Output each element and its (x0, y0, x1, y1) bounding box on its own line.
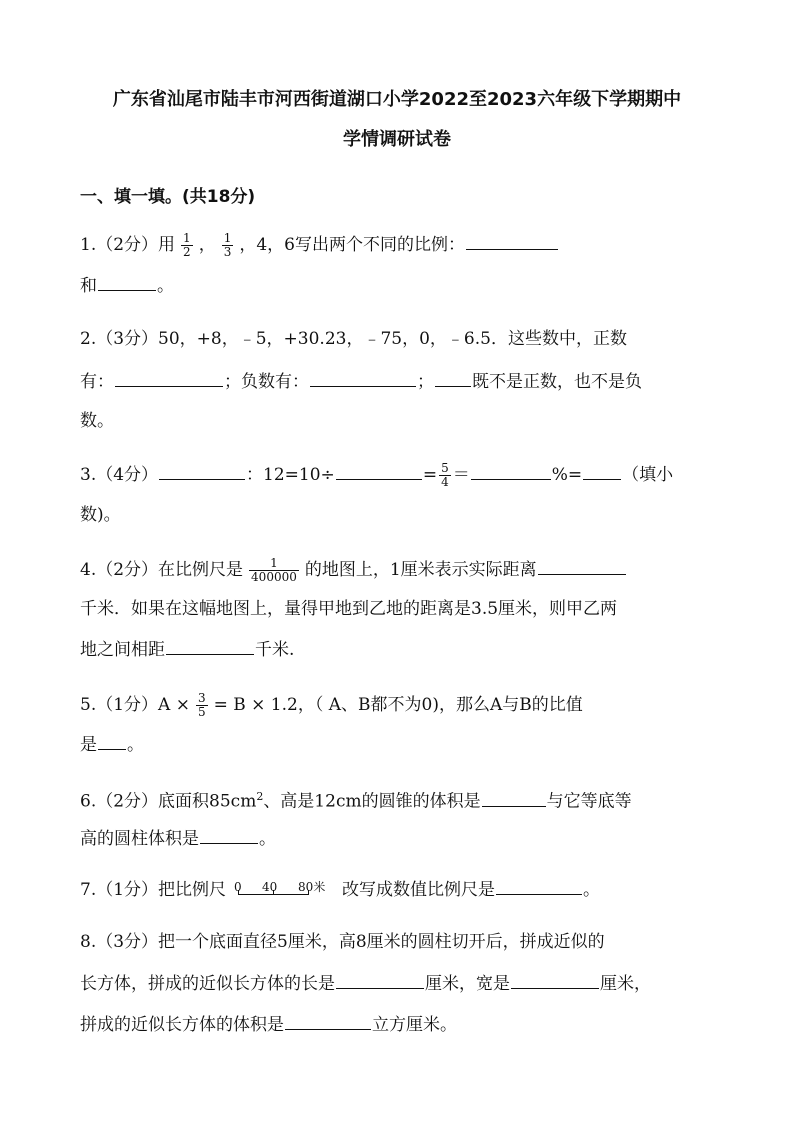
q7-mid: 改写成数值比例尺是 (342, 880, 496, 900)
q3-a: ：12=10÷ (246, 465, 335, 485)
q8-volume-blank[interactable] (285, 1013, 371, 1030)
q1-frac1-den: 2 (183, 245, 191, 259)
q6-blank-2[interactable] (200, 827, 258, 844)
q5-fraction (196, 692, 208, 719)
q3-d: %= (551, 465, 583, 485)
q1-and: 和 (80, 276, 97, 296)
q6-blank-1[interactable] (482, 790, 546, 807)
q5-line2-b: 。 (127, 735, 144, 755)
q3-blank-3[interactable] (471, 463, 551, 480)
q3-blank-4[interactable] (583, 463, 621, 480)
q8-line3-b: 立方厘米。 (372, 1015, 457, 1035)
q6-end: 与它等底等 (546, 791, 632, 812)
scale-tick-40: 40 (262, 879, 278, 894)
q1-fraction-1 (181, 232, 193, 259)
q5-prefix: 5.（1分）A × (80, 695, 190, 715)
question-6-line-2 (80, 827, 276, 850)
q4-blank-2[interactable] (166, 638, 254, 655)
q4-blank-1[interactable] (538, 558, 626, 575)
q4-mid: 的地图上，1厘米表示实际距离 (304, 560, 537, 580)
q8-line3-a: 拼成的近似长方体的体积是 (80, 1015, 284, 1035)
title-line-2: 学情调研试卷 (343, 129, 451, 150)
q2-negative-blank[interactable] (310, 370, 416, 387)
scale-mark-80 (308, 890, 309, 895)
q1-sep: ， (198, 235, 216, 255)
q5-frac-den: 5 (197, 705, 206, 719)
q3-b: = (422, 465, 438, 485)
q8-line2-c: 厘米， (600, 974, 651, 994)
question-8-line-3 (80, 1013, 457, 1036)
title-line-1: 广东省汕尾市陆丰市河西街道湖口小学2022至2023六年级下学期期中 (112, 89, 682, 110)
q5-frac-num: 3 (197, 691, 206, 705)
q5-blank[interactable] (98, 733, 126, 750)
q7-prefix: 7.（1分）把比例尺 (80, 880, 227, 900)
section-heading: 一、填一填。(共18分) (80, 187, 256, 207)
q2-c: ； (417, 372, 434, 392)
q2-a: 有： (80, 372, 114, 392)
question-4-line-3 (80, 638, 294, 661)
q7-blank[interactable] (496, 878, 582, 895)
q4-frac-den: 400000 (251, 570, 297, 584)
question-1-line-2 (80, 274, 174, 297)
q1-fraction-2 (222, 232, 234, 259)
q1-answer-blank-2[interactable] (98, 274, 156, 291)
q1-frac2-den: 3 (223, 245, 232, 259)
q7-end: 。 (583, 880, 601, 900)
q6-line2-b: 。 (259, 829, 276, 849)
q8-line2-b: 厘米，宽是 (425, 974, 510, 994)
question-4 (80, 557, 627, 584)
question-6 (80, 786, 632, 813)
question-3-line-2: 数)。 (80, 505, 121, 525)
q5-mid: = B × 1.2，（ A、B都不为0)，那么A与B的比值 (213, 695, 583, 715)
question-5 (80, 692, 583, 719)
question-1 (80, 232, 559, 259)
question-2-line-3: 数。 (80, 411, 114, 431)
q4-prefix: 4.（2分）在比例尺是 (80, 560, 244, 580)
line-scale (234, 880, 334, 902)
q5-line2-a: 是 (80, 735, 97, 755)
q8-length-blank[interactable] (336, 972, 424, 989)
q8-width-blank[interactable] (511, 972, 599, 989)
q3-fraction (439, 462, 451, 489)
q3-prefix: 3.（4分） (80, 465, 159, 485)
question-2: 2.（3分）50，+8，﹣5，+30.23，﹣75，0，﹣6.5．这些数中，正数 (80, 329, 627, 349)
scale-tick-80: 80米 (298, 879, 326, 894)
q3-frac-num: 5 (441, 461, 449, 475)
q4-line3-b: 千米. (255, 640, 295, 660)
question-8: 8.（3分）把一个底面直径5厘米，高8厘米的圆柱切开后，拼成近似的 (80, 932, 605, 952)
scale-mark-0 (238, 890, 239, 895)
question-4-line-2: 千米．如果在这幅地图上，量得甲地到乙地的距离是3.5厘米，则甲乙两 (80, 599, 618, 619)
q4-line3-a: 地之间相距 (80, 640, 165, 660)
question-7 (80, 878, 600, 902)
q6-prefix: 6.（2分）底面积85cm (80, 791, 257, 812)
q1-frac2-num: 1 (223, 231, 232, 245)
q6-superscript: 2 (256, 790, 264, 803)
question-5-line-2 (80, 733, 144, 756)
q8-line2-a: 长方体，拼成的近似长方体的长是 (80, 974, 335, 994)
question-2-line-2 (80, 370, 642, 393)
q6-mid: 、高是12cm的圆锥的体积是 (263, 791, 481, 812)
scale-tick-0: 0 (234, 879, 242, 894)
q1-prefix: 1.（2分）用 (80, 235, 176, 255)
q6-line2-a: 高的圆柱体积是 (80, 829, 199, 849)
q1-answer-blank-1[interactable] (466, 233, 558, 250)
question-8-line-2 (80, 972, 651, 995)
q3-blank-1[interactable] (159, 463, 245, 480)
question-3 (80, 462, 673, 489)
q1-end: 。 (157, 276, 174, 296)
q3-frac-den: 4 (441, 475, 449, 489)
q3-c: ＝ (452, 465, 470, 485)
q1-frac1-num: 1 (183, 231, 191, 245)
q3-blank-2[interactable] (336, 463, 422, 480)
q2-neither-blank[interactable] (435, 370, 471, 387)
q2-positive-blank[interactable] (115, 370, 223, 387)
q1-mid: ，4，6写出两个不同的比例： (239, 235, 465, 255)
q2-d: 既不是正数，也不是负 (472, 372, 642, 392)
q4-frac-num: 1 (249, 557, 299, 571)
scale-mark-40 (273, 890, 274, 895)
q2-b: ；负数有： (224, 372, 309, 392)
q4-scale-fraction (249, 557, 299, 584)
q3-e: （填小 (622, 465, 674, 485)
